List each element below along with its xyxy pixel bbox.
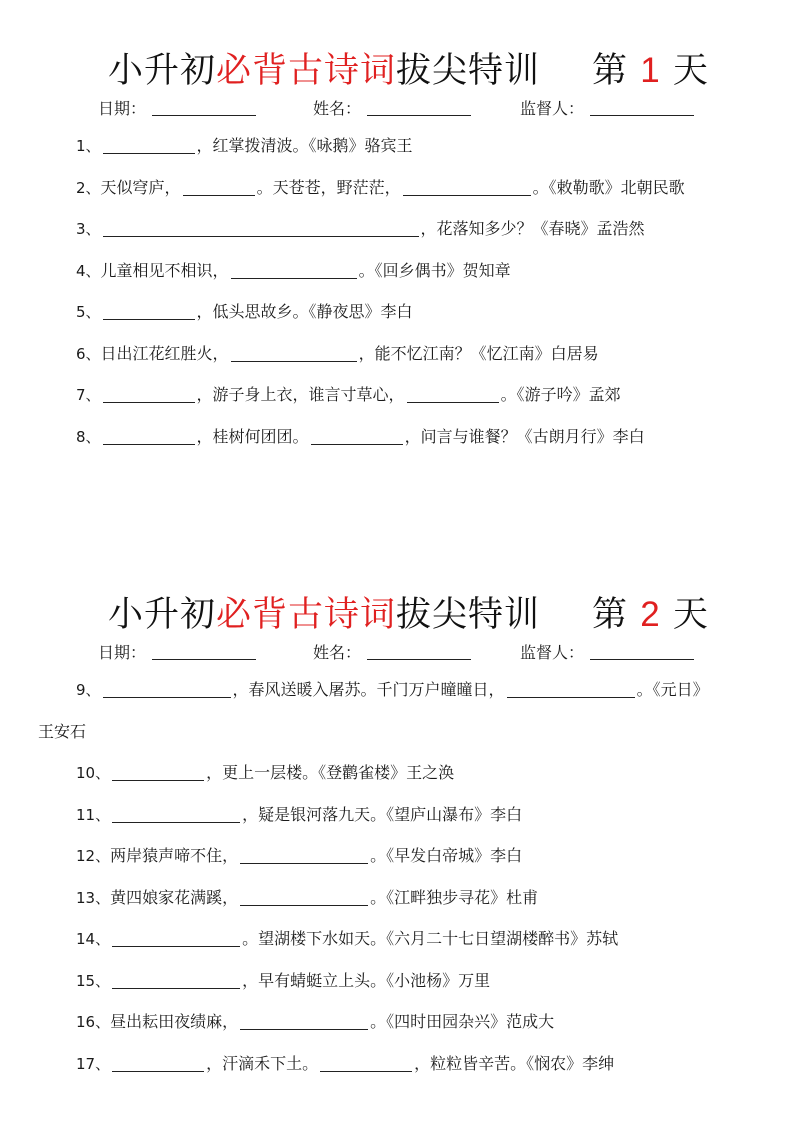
answer-blank[interactable] (103, 220, 419, 237)
question-line: 2、天似穹庐， 。天苍苍，野茫茫， 。《敕勒歌》北朝民歌 (76, 178, 685, 197)
question-line: 1、 ，红掌拨清波。《咏鹅》骆宾王 (76, 136, 413, 155)
date-label: 日期： (98, 99, 147, 118)
answer-blank[interactable] (407, 386, 499, 403)
question-line: 10、 ，更上一层楼。《登鹳雀楼》王之涣 (76, 763, 455, 782)
question-line: 14、 。望湖楼下水如天。《六月二十七日望湖楼醉书》苏轼 (76, 929, 619, 948)
date-label: 日期： (98, 643, 147, 662)
question-line: 9、 ，春风送暖入屠苏。千门万户曈曈日， 。《元日》 (76, 680, 709, 699)
answer-blank[interactable] (240, 847, 368, 864)
question-line: 15、 ，早有蜻蜓立上头。《小池杨》万里 (76, 971, 491, 990)
title-prefix: 小升初 (108, 51, 217, 91)
day-label-pre: 第 (592, 51, 629, 91)
supervisor-label: 监督人： (520, 99, 585, 118)
answer-blank[interactable] (231, 262, 357, 279)
question-line: 6、日出江花红胜火， ，能不忆江南？《忆江南》白居易 (76, 344, 599, 363)
title-prefix: 小升初 (108, 595, 217, 635)
name-field[interactable] (313, 98, 471, 120)
day-label-post: 天 (672, 51, 709, 91)
answer-blank[interactable] (112, 930, 240, 947)
title-highlight: 必背古诗词 (216, 51, 397, 91)
answer-blank[interactable] (103, 303, 195, 320)
question-line: 7、 ，游子身上衣，谁言寸草心， 。《游子吟》孟郊 (76, 385, 621, 404)
name-label: 姓名： (313, 99, 362, 118)
title-suffix: 拔尖特训 (396, 51, 541, 91)
question-line: 17、 ，汗滴禾下土。 ，粒粒皆辛苦。《悯农》李绅 (76, 1054, 615, 1073)
question-line: 12、两岸猿声啼不住， 。《早发白帝城》李白 (76, 846, 523, 865)
question-line: 3、 ，花落知多少？《春晓》孟浩然 (76, 219, 645, 238)
question-line: 16、昼出耘田夜绩麻， 。《四时田园杂兴》范成大 (76, 1012, 555, 1031)
question-line: 5、 ，低头思故乡。《静夜思》李白 (76, 302, 413, 321)
date-field[interactable] (98, 98, 256, 120)
supervisor-label: 监督人： (520, 643, 585, 662)
answer-blank[interactable] (231, 345, 357, 362)
answer-blank[interactable] (240, 1013, 368, 1030)
answer-blank[interactable] (103, 386, 195, 403)
name-label: 姓名： (313, 643, 362, 662)
answer-blank[interactable] (103, 428, 195, 445)
answer-blank[interactable] (320, 1055, 412, 1072)
answer-blank[interactable] (507, 681, 635, 698)
question-line-continued: 王安石 (38, 722, 87, 741)
title-suffix: 拔尖特训 (396, 595, 541, 635)
answer-blank[interactable] (311, 428, 403, 445)
supervisor-field[interactable] (520, 642, 694, 664)
day-label-pre: 第 (592, 595, 629, 635)
answer-blank[interactable] (183, 179, 255, 196)
name-field[interactable] (313, 642, 471, 664)
question-line: 13、黄四娘家花满蹊， 。《江畔独步寻花》杜甫 (76, 888, 539, 907)
answer-blank[interactable] (103, 137, 195, 154)
question-line: 11、 ，疑是银河落九天。《望庐山瀑布》李白 (76, 805, 523, 824)
answer-blank[interactable] (112, 806, 240, 823)
question-line: 4、儿童相见不相识， 。《回乡偶书》贺知章 (76, 261, 511, 280)
day-label-post: 天 (672, 595, 709, 635)
day-number: 2 (640, 595, 661, 634)
answer-blank[interactable] (240, 889, 368, 906)
question-line: 8、 ，桂树何团团。 ，问言与谁餐？《古朗月行》李白 (76, 427, 645, 446)
answer-blank[interactable] (112, 972, 240, 989)
answer-blank[interactable] (112, 764, 204, 781)
answer-blank[interactable] (112, 1055, 204, 1072)
answer-blank[interactable] (103, 681, 231, 698)
worksheet-title (108, 46, 709, 96)
supervisor-field[interactable] (520, 98, 694, 120)
date-field[interactable] (98, 642, 256, 664)
worksheet-title (108, 590, 709, 640)
day-number: 1 (640, 51, 661, 90)
title-highlight: 必背古诗词 (216, 595, 397, 635)
answer-blank[interactable] (403, 179, 531, 196)
